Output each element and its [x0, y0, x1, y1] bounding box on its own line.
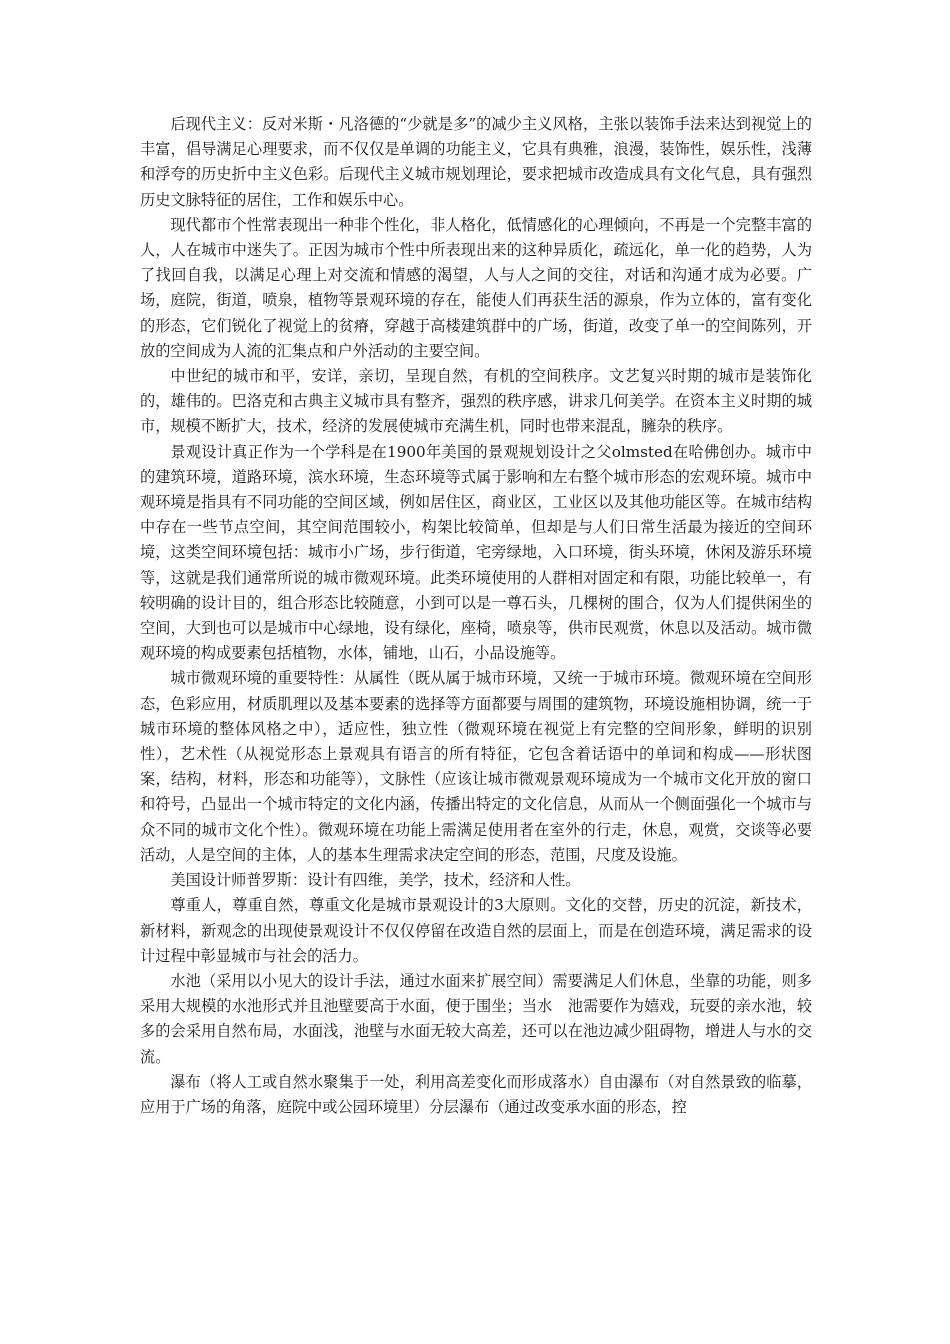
paragraph-design-principles: 尊重人，尊重自然，尊重文化是城市景观设计的3大原则。文化的交替，历史的沉淀，新技术，新材料，新观念的出现使景观设计不仅仅停留在改造自然的层面上，而是在创造环境，满足需求的设计过程中彰显城市与社会的活力。: [140, 896, 812, 965]
document-page: [140, 112, 812, 1120]
paragraph-landscape-design-discipline: 景观设计真正作为一个学科是在1900年美国的景观规划设计之父olmsted在哈佛创办。城市中的建筑环境，道路环境，滨水环境，生态环境等式属于影响和左右整个城市形态的宏观环境。城市中观环境是指具有不同功能的空间区域，例如居住区，商业区，工业区以及其他功能区等。在城市结构中存在一些节点空间，其空间范围较小，构架比较简单，但却是与人们日常生活最为接近的空间环境，这类空间环境包括：城市小广场，步行街道，宅旁绿地，入口环境，街头环境，休闲及游乐环境等，这就是我们通常所说的城市微观环境。此类环境使用的人群相对固定和有限，功能比较单一，有较明确的设计目的，组合形态比较随意，小到可以是一尊石头，几棵树的围合，仅为人们提供闲坐的空间，大到也可以是城市中心绿地，设有绿化，座椅，喷泉等，供市民观赏，休息以及活动。城市微观环境的构成要素包括植物，水体，铺地，山石，小品设施等。: [140, 442, 812, 663]
paragraph-waterfalls: 瀑布（将人工或自然水聚集于一处，利用高差变化而形成落水）自由瀑布（对自然景致的临摹，应用于广场的角落，庭院中或公园环境里）分层瀑布（通过改变承水面的形态，控: [140, 1072, 812, 1116]
paragraph-pools: 水池（采用以小见大的设计手法，通过水面来扩展空间）需要满足人们休息，坐靠的功能，则多采用大规模的水池形式并且池壁要高于水面，便于围坐；当水 池需要作为嬉戏，玩耍的亲水池，较多的会采用自然布局，水面浅，池壁与水面无较大高差，还可以在池边减少阻碍物，增进人与水的交流。: [140, 971, 812, 1066]
paragraph-micro-environment-traits: 城市微观环境的重要特性：从属性（既从属于城市环境，又统一于城市环境。微观环境在空间形态，色彩应用，材质肌理以及基本要素的选择等方面都要与周围的建筑物，环境设施相协调，统一于城市环境的整体风格之中），适应性，独立性（微观环境在视觉上有完整的空间形象，鲜明的识别性），艺术性（从视觉形态上景观具有语言的所有特征，它包含着话语中的单词和构成——形状图案，结构，材料，形态和功能等），文脉性（应该让城市微观景观环境成为一个城市文化开放的窗口和符号，凸显出一个城市特定的文化内涵，传播出特定的文化信息，从而从一个侧面强化一个城市与众不同的城市文化个性）。微观环境在功能上需满足使用者在室外的行走，休息，观赏，交谈等必要活动，人是空间的主体，人的基本生理需求决定空间的形态，范围，尺度及设施。: [140, 669, 812, 864]
paragraph-postmodernism: 后现代主义：反对米斯・凡洛德的“少就是多”的减少主义风格，主张以装饰手法来达到视觉上的丰富，倡导满足心理要求，而不仅仅是单调的功能主义，它具有典雅，浪漫，装饰性，娱乐性，浅薄和浮夸的历史折中主义色彩。后现代主义城市规划理论，要求把城市改造成具有文化气息，具有强烈历史文脉特征的居住，工作和娱乐中心。: [140, 115, 812, 209]
paragraph-historical-cities: 中世纪的城市和平，安详，亲切，呈现自然，有机的空间秩序。文艺复兴时期的城市是装饰化的，雄伟的。巴洛克和古典主义城市具有整齐，强烈的秩序感，讲求几何美学。在资本主义时期的城市，规模不断扩大，技术，经济的发展使城市充满生机，同时也带来混乱，臃杂的秩序。: [140, 367, 812, 436]
paragraph-design-dimensions: 美国设计师普罗斯：设计有四维，美学，技术，经济和人性。: [170, 871, 581, 890]
paragraph-urban-personality: 现代都市个性常表现出一种非个性化，非人格化，低情感化的心理倾向，不再是一个完整丰富的人，人在城市中迷失了。正因为城市个性中所表现出来的这种异质化，疏远化，单一化的趋势，人为了找回自我，以满足心理上对交流和情感的渴望，人与人之间的交往，对话和沟通才成为必要。广场，庭院，街道，喷泉，植物等景观环境的存在，能使人们再获生活的源泉，作为立体的，富有变化的形态，它们锐化了视觉上的贫瘠，穿越于高楼建筑群中的广场，街道，改变了单一的空间陈列，开放的空间成为人流的汇集点和户外活动的主要空间。: [140, 215, 812, 360]
